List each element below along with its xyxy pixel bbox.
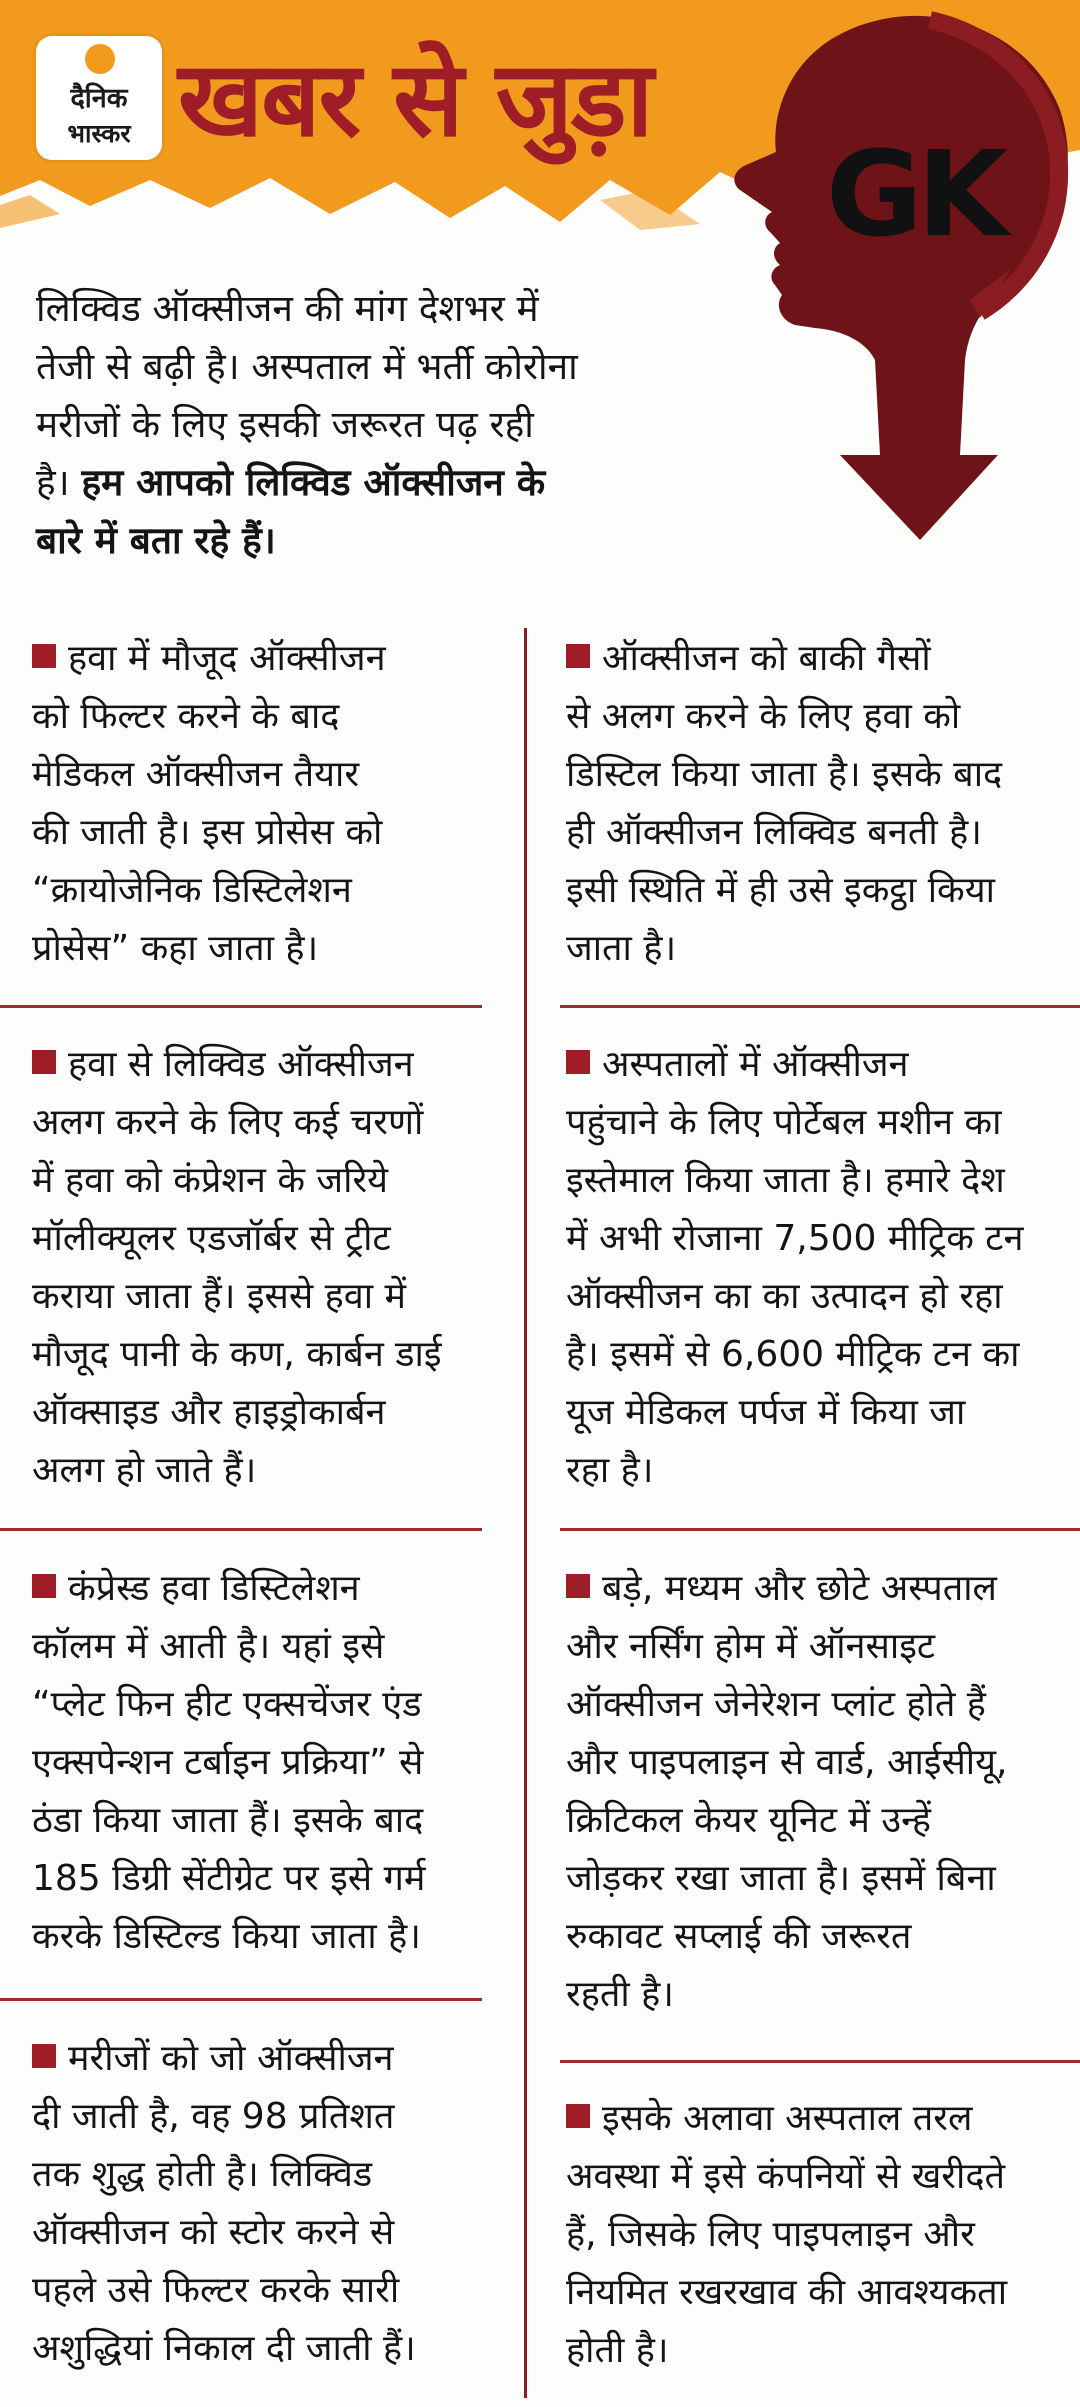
fact-line: प्रोसेस” कहा जाता है। bbox=[32, 928, 319, 969]
square-bullet-icon bbox=[566, 644, 590, 668]
fact-line: अलग करने के लिए कई चरणों bbox=[32, 1102, 424, 1143]
intro-line: मरीजों के लिए इसकी जरूरत पढ़ रही bbox=[36, 403, 534, 446]
fact-line: करके डिस्टिल्ड किया जाता है। bbox=[32, 1916, 421, 1957]
fact-line: 185 डिग्री सेंटीग्रेट पर इसे गर्म bbox=[32, 1858, 426, 1899]
fact-line: होती है। bbox=[566, 2330, 669, 2371]
fact-item bbox=[32, 1560, 487, 1966]
fact-line: पहले उसे फिल्टर करके सारी bbox=[32, 2270, 400, 2311]
fact-line: मॉलीक्यूलर एडजॉर्बर से ट्रीट bbox=[32, 1218, 391, 1259]
fact-line: मौजूद पानी के कण, कार्बन डाई bbox=[32, 1334, 442, 1375]
square-bullet-icon bbox=[32, 1050, 56, 1074]
section-divider bbox=[0, 1005, 482, 1008]
fact-line: रहती है। bbox=[566, 1974, 674, 2015]
fact-line bbox=[566, 1560, 1080, 1618]
intro-text: है। bbox=[36, 461, 82, 504]
fact-line: ऑक्सीजन का का उत्पादन हो रहा bbox=[566, 1276, 1003, 1317]
fact-item bbox=[566, 1036, 1080, 1500]
fact-line: में अभी रोजाना 7,500 मीट्रिक टन bbox=[566, 1218, 1024, 1259]
fact-line: रहा है। bbox=[566, 1450, 654, 1491]
fact-line bbox=[32, 630, 487, 688]
intro-paragraph bbox=[36, 280, 736, 570]
fact-line: है। इसमें से 6,600 मीट्रिक टन का bbox=[566, 1334, 1020, 1375]
fact-text: अस्पतालों में ऑक्सीजन bbox=[602, 1044, 909, 1085]
fact-line: अवस्था में इसे कंपनियों से खरीदते bbox=[566, 2156, 1005, 2197]
intro-line bbox=[36, 454, 736, 512]
intro-line: तेजी से बढ़ी है। अस्पताल में भर्ती कोरोना bbox=[36, 345, 578, 388]
gk-badge-text: GK bbox=[826, 125, 1003, 263]
fact-line: जाता है। bbox=[566, 928, 677, 969]
head-silhouette-arrow-icon bbox=[680, 0, 1080, 560]
fact-line bbox=[32, 2030, 487, 2088]
section-divider bbox=[0, 1998, 482, 2001]
fact-line: अशुद्धियां निकाल दी जाती हैं। bbox=[32, 2328, 416, 2369]
logo-text-line2: भास्कर bbox=[67, 119, 131, 148]
square-bullet-icon bbox=[566, 2104, 590, 2128]
fact-line: ऑक्सीजन जेनेरेशन प्लांट होते हैं bbox=[566, 1684, 986, 1725]
fact-line: हैं, जिसके लिए पाइपलाइन और bbox=[566, 2214, 975, 2255]
fact-text: मरीजों को जो ऑक्सीजन bbox=[68, 2038, 394, 2079]
fact-line: क्रिटिकल केयर यूनिट में उन्हें bbox=[566, 1800, 931, 1841]
fact-line: कराया जाता हैं। इससे हवा में bbox=[32, 1276, 407, 1317]
fact-line: दी जाती है, वह 98 प्रतिशत bbox=[32, 2096, 395, 2137]
logo-text-line1: दैनिक bbox=[70, 83, 128, 114]
section-divider bbox=[560, 2060, 1080, 2063]
fact-line: कॉलम में आती है। यहां इसे bbox=[32, 1626, 385, 1667]
fact-item bbox=[566, 1560, 1080, 2024]
square-bullet-icon bbox=[32, 2044, 56, 2068]
section-divider bbox=[0, 1528, 482, 1531]
fact-line bbox=[32, 1560, 487, 1618]
sun-icon bbox=[85, 44, 115, 74]
fact-line bbox=[566, 630, 1080, 688]
fact-line: “क्रायोजेनिक डिस्टिलेशन bbox=[32, 870, 352, 911]
fact-line: से अलग करने के लिए हवा को bbox=[566, 696, 961, 737]
fact-line: इस्तेमाल किया जाता है। हमारे देश bbox=[566, 1160, 1005, 1201]
square-bullet-icon bbox=[566, 1574, 590, 1598]
fact-line: एक्सपेन्शन टर्बाइन प्रक्रिया” से bbox=[32, 1742, 424, 1783]
fact-line: पहुंचाने के लिए पोर्टेबल मशीन का bbox=[566, 1102, 1002, 1143]
fact-item bbox=[566, 630, 1080, 978]
column-divider bbox=[524, 628, 527, 2398]
fact-line: को फिल्टर करने के बाद bbox=[32, 696, 340, 737]
fact-line: और नर्सिंग होम में ऑनसाइट bbox=[566, 1626, 936, 1667]
fact-line: इसी स्थिति में ही उसे इकट्ठा किया bbox=[566, 870, 995, 911]
fact-line: की जाती है। इस प्रोसेस को bbox=[32, 812, 383, 853]
fact-line: और पाइपलाइन से वार्ड, आईसीयू, bbox=[566, 1742, 1008, 1783]
fact-line bbox=[32, 1036, 487, 1094]
fact-item bbox=[32, 630, 487, 978]
fact-line: तक शुद्ध होती है। लिक्विड bbox=[32, 2154, 373, 2195]
intro-bold-line: बारे में बता रहे हैं। bbox=[36, 519, 276, 562]
fact-text: हवा में मौजूद ऑक्सीजन bbox=[68, 638, 386, 679]
fact-text: कंप्रेस्ड हवा डिस्टिलेशन bbox=[68, 1568, 360, 1609]
fact-line: यूज मेडिकल पर्पज में किया जा bbox=[566, 1392, 966, 1433]
square-bullet-icon bbox=[566, 1050, 590, 1074]
fact-line: नियमित रखरखाव की आवश्यकता bbox=[566, 2272, 1008, 2313]
fact-line: में हवा को कंप्रेशन के जरिये bbox=[32, 1160, 389, 1201]
fact-line: ऑक्साइड और हाइड्रोकार्बन bbox=[32, 1392, 386, 1433]
fact-line: जोड़कर रखा जाता है। इसमें बिना bbox=[566, 1858, 996, 1899]
dainik-bhaskar-logo bbox=[36, 36, 162, 160]
fact-text: ऑक्सीजन को बाकी गैसों bbox=[602, 638, 931, 679]
fact-line bbox=[566, 2090, 1080, 2148]
fact-text: बड़े, मध्यम और छोटे अस्पताल bbox=[602, 1568, 997, 1609]
fact-text: हवा से लिक्विड ऑक्सीजन bbox=[68, 1044, 414, 1085]
fact-line: “प्लेट फिन हीट एक्सचेंजर एंड bbox=[32, 1684, 422, 1725]
fact-line bbox=[566, 1036, 1080, 1094]
fact-line: अलग हो जाते हैं। bbox=[32, 1450, 257, 1491]
fact-item bbox=[32, 1036, 487, 1500]
headline-title: खबर से जुड़ा bbox=[178, 38, 652, 160]
fact-item bbox=[566, 2090, 1080, 2380]
intro-line: लिक्विड ऑक्सीजन की मांग देशभर में bbox=[36, 287, 539, 330]
fact-line: मेडिकल ऑक्सीजन तैयार bbox=[32, 754, 360, 795]
square-bullet-icon bbox=[32, 644, 56, 668]
intro-bold-text: हम आपको लिक्विड ऑक्सीजन के bbox=[81, 461, 546, 504]
section-divider bbox=[560, 1005, 1080, 1008]
fact-line: ठंडा किया जाता हैं। इसके बाद bbox=[32, 1800, 424, 1841]
fact-line: ही ऑक्सीजन लिक्विड बनती है। bbox=[566, 812, 982, 853]
fact-line: रुकावट सप्लाई की जरूरत bbox=[566, 1916, 912, 1957]
fact-line: डिस्टिल किया जाता है। इसके बाद bbox=[566, 754, 1003, 795]
fact-line: ऑक्सीजन को स्टोर करने से bbox=[32, 2212, 395, 2253]
section-divider bbox=[560, 1528, 1080, 1531]
fact-text: इसके अलावा अस्पताल तरल bbox=[602, 2098, 973, 2139]
fact-item bbox=[32, 2030, 487, 2378]
square-bullet-icon bbox=[32, 1574, 56, 1598]
